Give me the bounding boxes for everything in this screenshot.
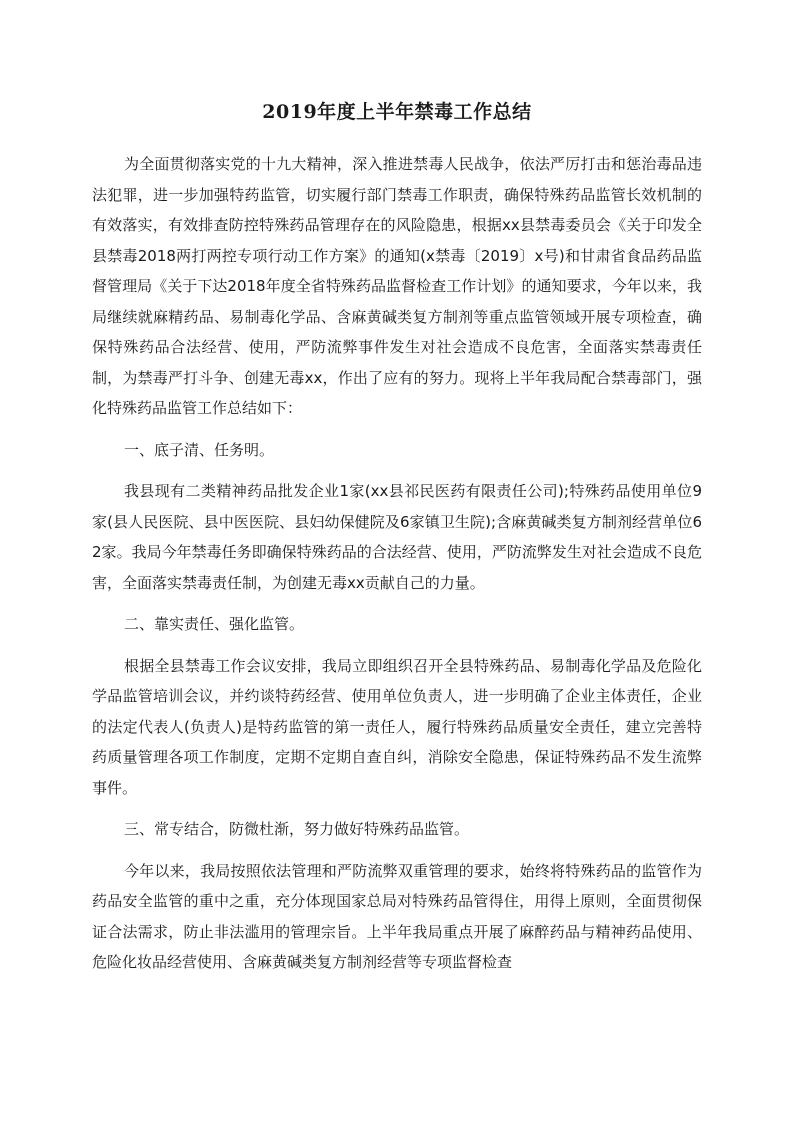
section-3-paragraph: 今年以来，我局按照依法管理和严防流弊双重管理的要求，始终将特殊药品的监管作为药品安全监管的重中之重，充分体现国家总局对特殊药品管得住，用得上原则，全面贯彻保证合法需求，防止非法滥用的管理宗旨。上半年我局重点开展了麻醉药品与精神药品使用、危险化妆品经营使用、含麻黄碱类复方制剂经营等专项监督检查 bbox=[92, 861, 702, 971]
document-title: 2019年度上半年禁毒工作总结 bbox=[262, 101, 532, 123]
section-2-heading: 二、靠实责任、强化监管。 bbox=[124, 615, 305, 633]
section-1-heading: 一、底子清、任务明。 bbox=[124, 440, 275, 459]
intro-paragraph: 为全面贯彻落实党的十九大精神，深入推进禁毒人民战争，依法严厉打击和惩治毒品违法犯罪，进一步加强特药监管，切实履行部门禁毒工作职责，确保特殊药品监管长效机制的有效落实，有效排查防控特殊药品管理存在的风险隐患，根据xx县禁毒委员会《关于印发全县禁毒2018两打两控专项行动工作方案》的通知(x禁毒〔2019〕x号)和甘肃省食品药品监督管理局《关于下达2018年度全省特殊药品监督检查工作计划》的通知要求，今年以来，我局继续就麻精药品、易制毒化学品、含麻黄碱类复方制剂等重点监管领域开展专项检查，确保特殊药品合法经营、使用，严防流弊事件发生对社会造成不良危害，全面落实禁毒责任制，为禁毒严打斗争、创建无毒xx，作出了应有的努力。现将上半年我局配合禁毒部门，强化特殊药品监管工作总结如下： bbox=[92, 155, 702, 417]
document-body bbox=[92, 149, 702, 989]
section-1-paragraph: 我县现有二类精神药品批发企业1家(xx县祁民医药有限责任公司);特殊药品使用单位9家(县人民医院、县中医医院、县妇幼保健院及6家镇卫生院);含麻黄碱类复方制剂经营单位62家。我局今年禁毒任务即确保特殊药品的合法经营、使用，严防流弊发生对社会造成不良危害，全面落实禁毒责任制，为创建无毒xx贡献自己的力量。 bbox=[92, 482, 702, 592]
section-2-paragraph: 根据全县禁毒工作会议安排，我局立即组织召开全县特殊药品、易制毒化学品及危险化学品监管培训会议，并约谈特药经营、使用单位负责人，进一步明确了企业主体责任，企业的法定代表人(负责人)是特药监管的第一责任人，履行特殊药品质量安全责任，建立完善特药质量管理各项工作制度，定期不定期自查自纠，消除安全隐患，保证特殊药品不发生流弊事件。 bbox=[92, 656, 702, 797]
section-3-heading: 三、常专结合，防微杜渐，努力做好特殊药品监管。 bbox=[124, 820, 470, 838]
